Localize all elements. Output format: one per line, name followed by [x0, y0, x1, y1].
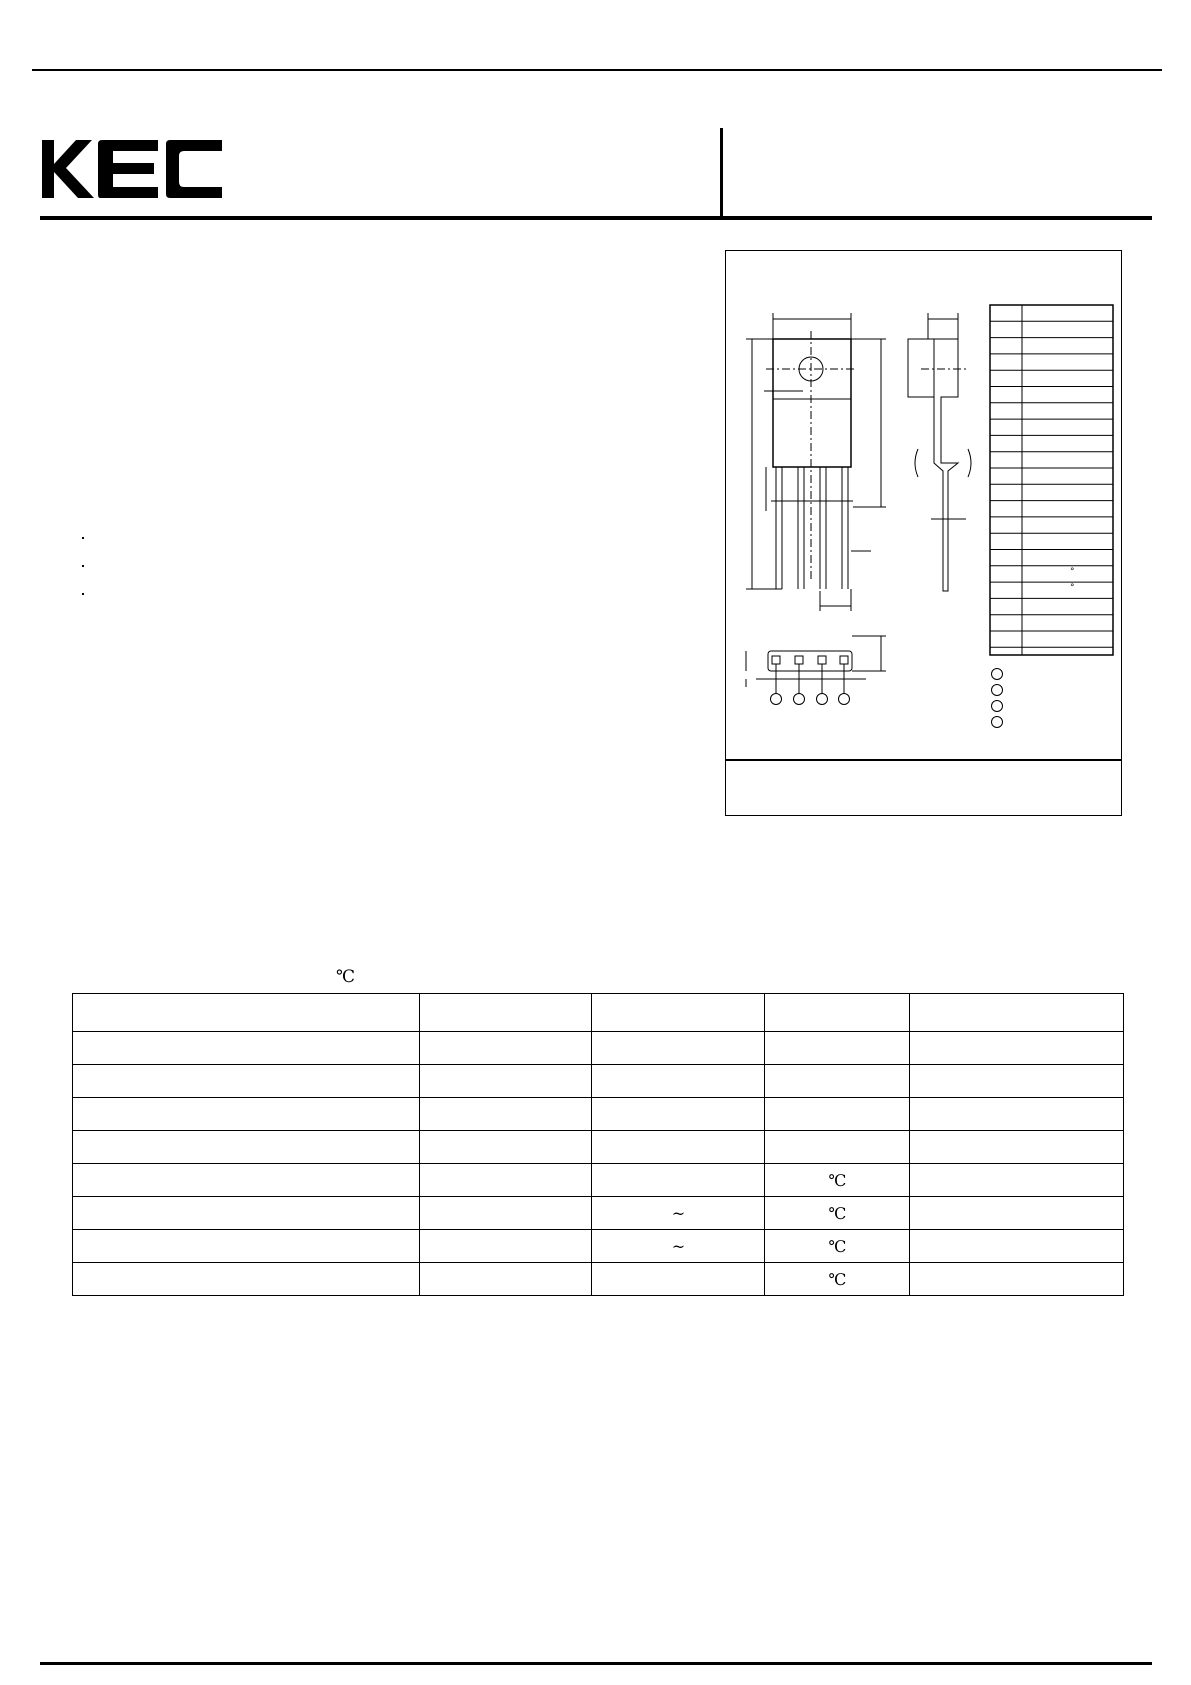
table-cell — [73, 1230, 420, 1263]
table-row — [73, 1263, 1124, 1296]
table-cell — [910, 994, 1124, 1032]
table-cell — [73, 1197, 420, 1230]
table-cell — [592, 994, 765, 1032]
footer-rule — [40, 1662, 1152, 1665]
table-cell — [592, 1164, 765, 1197]
temperature-unit-note: ℃ — [336, 967, 356, 987]
package-outline-panel — [725, 250, 1122, 816]
table-cell — [419, 994, 592, 1032]
table-row — [73, 1197, 1124, 1230]
table-cell: ℃ — [765, 1230, 910, 1263]
header-rule — [40, 216, 1152, 220]
table-cell — [73, 1131, 420, 1164]
table-row — [73, 1164, 1124, 1197]
table-cell: ~ — [592, 1197, 765, 1230]
table-cell — [73, 1098, 420, 1131]
table-cell — [910, 1032, 1124, 1065]
table-cell — [73, 1065, 420, 1098]
package-caption-divider — [726, 759, 1121, 761]
table-row — [73, 1131, 1124, 1164]
table-cell: ℃ — [765, 1263, 910, 1296]
table-cell — [419, 1065, 592, 1098]
table-cell — [73, 994, 420, 1032]
table-cell — [592, 1263, 765, 1296]
table-cell — [419, 1263, 592, 1296]
feature-bullet — [82, 593, 84, 595]
table-cell — [419, 1230, 592, 1263]
table-cell — [419, 1032, 592, 1065]
table-cell — [592, 1131, 765, 1164]
table-cell — [910, 1230, 1124, 1263]
table-cell — [73, 1263, 420, 1296]
kec-logo — [40, 138, 224, 200]
table-cell — [765, 1098, 910, 1131]
table-cell — [73, 1164, 420, 1197]
table-row — [73, 1230, 1124, 1263]
table-cell — [765, 994, 910, 1032]
table-row — [73, 1032, 1124, 1065]
top-rule — [32, 69, 1162, 71]
table-cell — [765, 1065, 910, 1098]
table-cell: ~ — [592, 1230, 765, 1263]
table-cell — [592, 1098, 765, 1131]
table-cell — [419, 1164, 592, 1197]
table-row — [73, 1065, 1124, 1098]
table-cell — [910, 1098, 1124, 1131]
table-cell — [765, 1032, 910, 1065]
table-cell — [910, 1131, 1124, 1164]
table-cell — [419, 1197, 592, 1230]
table-cell — [765, 1131, 910, 1164]
table-cell — [910, 1197, 1124, 1230]
table-header-row — [73, 994, 1124, 1032]
table-cell — [419, 1131, 592, 1164]
table-cell: ℃ — [765, 1197, 910, 1230]
table-cell — [592, 1032, 765, 1065]
table-cell — [910, 1164, 1124, 1197]
maximum-ratings-table — [72, 993, 1124, 1296]
feature-bullet — [82, 565, 84, 567]
table-cell — [910, 1263, 1124, 1296]
package-outline-drawing — [726, 251, 1121, 756]
table-cell — [419, 1098, 592, 1131]
table-cell — [592, 1065, 765, 1098]
degree-mark: ° — [1070, 583, 1075, 593]
degree-mark: ° — [1070, 567, 1075, 577]
header-divider — [720, 128, 723, 218]
table-cell — [73, 1032, 420, 1065]
feature-bullet — [82, 537, 84, 539]
table-row — [73, 1098, 1124, 1131]
table-cell: ℃ — [765, 1164, 910, 1197]
table-cell — [910, 1065, 1124, 1098]
